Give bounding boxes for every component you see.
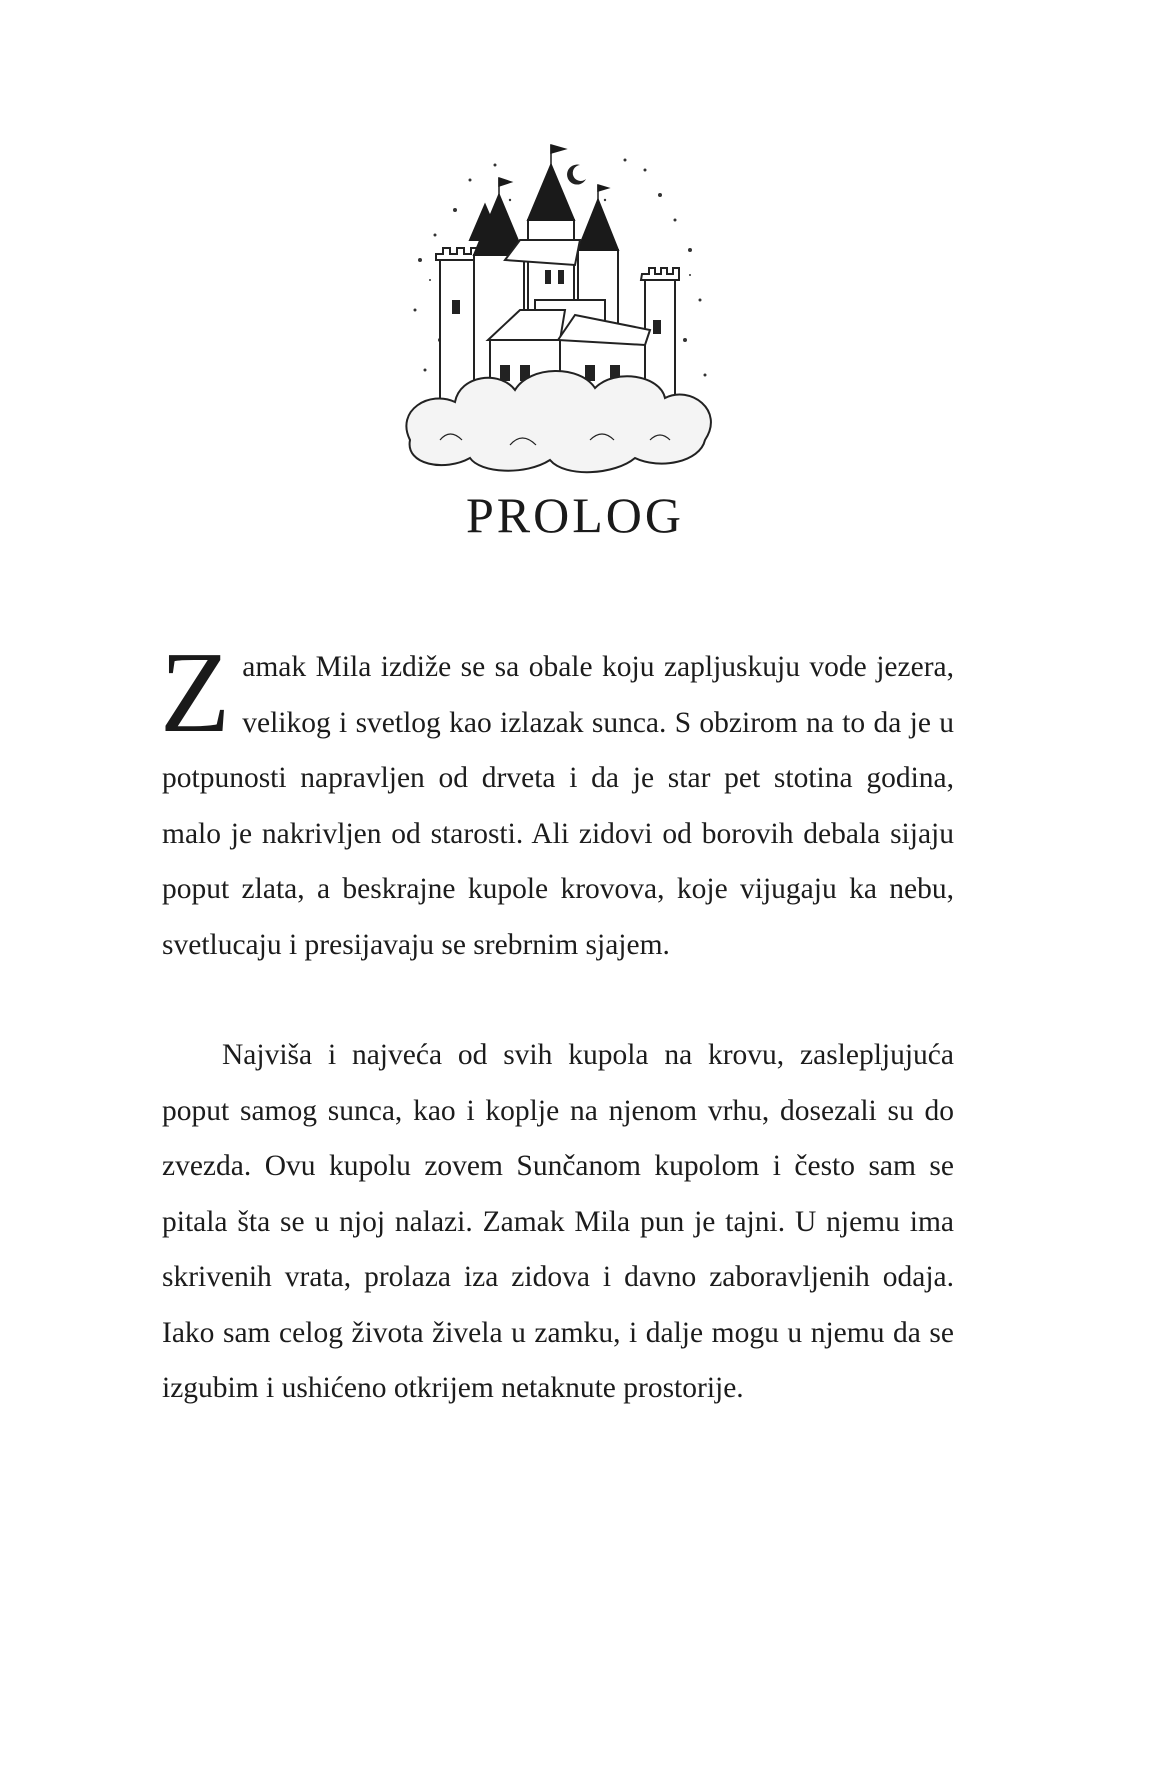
castle-on-clouds-illustration [400, 140, 720, 480]
body-text [160, 629, 954, 1417]
paragraph: Najviša i najveća od svih kupola na krovu, zaslepljujuća poput samog sunca, kao i koplje na njenom vrhu, dosezali su do zvezda. Ovu kupolu zovem Sunčanom kupolom i često sam se pitala šta se u njoj nalazi. Zamak Mila pun je tajni. U njemu ima skrivenih vrata, prolaza iza zidova i davno zaboravljenih odaja. Iako sam celog života živela u zamku, i dalje mogu u njemu da se izgubim i ushićeno otkrijem netaknute prostorije. [162, 1039, 954, 1404]
chapter-title: PROLOG [465, 487, 685, 543]
paragraph [160, 629, 954, 973]
drop-cap: Z [160, 629, 231, 756]
paragraph-text: amak Mila izdiže se sa obale koju zapljuskuju vode jezera, velikog i svetlog kao izlazak sunca. S obzirom na to da je u potpunosti napravljen od drveta i da je star pet stotina godina, malo je nakrivljen od starosti. Ali zidovi od borovih debala sijaju poput zlata, a beskrajne kupole krovova, koje vijugaju ka nebu, svetlucaju i presijavaju se srebrnim sjajem. [162, 651, 954, 961]
